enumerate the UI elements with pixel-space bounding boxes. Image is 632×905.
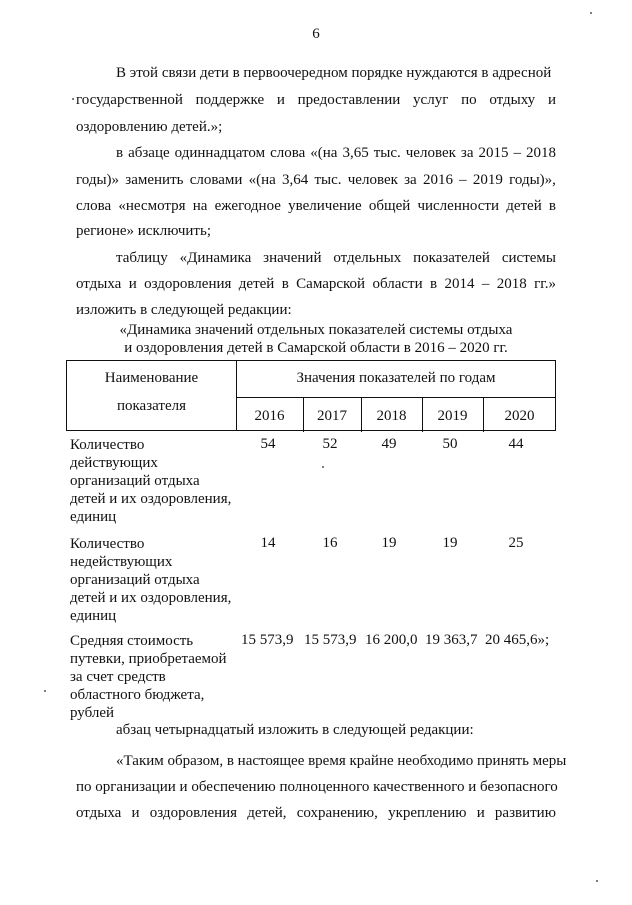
word: в [429, 276, 438, 292]
table-cell: 20 465,6»; [485, 632, 550, 648]
word: «(на [248, 172, 276, 188]
word: – [459, 172, 467, 188]
word: поддержке [195, 92, 265, 108]
word: тыс. [314, 172, 342, 188]
word: значений [263, 250, 322, 266]
word: заменить [125, 172, 184, 188]
header-year: 2019 [437, 408, 468, 424]
row-label: Количество действующих организаций отдыха детей и их оздоровления, единиц [70, 437, 232, 525]
word: человек [347, 172, 398, 188]
table-cell: 16 [322, 535, 338, 551]
header-name-line2: показателя [116, 398, 187, 414]
table-cell: 52 [322, 436, 338, 452]
word: Самарской [296, 276, 366, 292]
word: в [281, 276, 289, 292]
word: отдельных [333, 250, 402, 266]
word: «Динамика [179, 250, 252, 266]
word: и [547, 92, 556, 108]
p3-line1 [116, 249, 556, 267]
word: и [131, 805, 140, 821]
word: государственной [76, 92, 183, 108]
table-cell: 19 363,7 [425, 632, 478, 648]
word: в [116, 145, 124, 161]
p1-line3: оздоровлению детей.»; [76, 119, 223, 135]
word: сохранению, [296, 805, 378, 821]
word: словами [189, 172, 243, 188]
word: на [192, 198, 208, 214]
word: системы [501, 250, 556, 266]
row-label: Средняя стоимость путевки, приобретаемой за счет средств областного бюджета, рублей [70, 633, 227, 721]
word: одиннадцатом [174, 145, 266, 161]
row-label: Количество недействующих организаций отдыха детей и их оздоровления, единиц [70, 536, 232, 624]
word: увеличение [288, 198, 362, 214]
scan-speck [44, 690, 46, 692]
word: отдыха [76, 276, 122, 292]
scan-speck [72, 98, 74, 100]
word: слова [270, 145, 306, 161]
header-year: 2017 [317, 408, 347, 424]
word: в [548, 198, 556, 214]
p2-line1 [116, 144, 556, 162]
word: услуг [413, 92, 449, 108]
word: и [128, 276, 137, 292]
word: детей, [247, 805, 287, 821]
word: отдыха [76, 805, 122, 821]
table-cell: 54 [260, 436, 276, 452]
word: – [513, 145, 521, 161]
table-cell: 44 [508, 436, 524, 452]
word: 2019 [472, 172, 503, 188]
word: оздоровления [144, 276, 232, 292]
table-caption-line1: «Динамика значений отдельных показателей системы отдыха [119, 322, 513, 338]
word: 2018 [526, 145, 556, 161]
word: развитию [494, 805, 556, 821]
word: показателей [413, 250, 490, 266]
word: за [460, 145, 474, 161]
word: за [404, 172, 417, 188]
word: абзаце [128, 145, 170, 161]
word: 2015 [478, 145, 509, 161]
header-year: 2016 [254, 408, 285, 424]
word: тыс. [373, 145, 401, 161]
p5-line3 [76, 804, 556, 822]
word: укреплению [388, 805, 467, 821]
table-cell: 50 [442, 436, 458, 452]
table-header [66, 360, 556, 431]
word: предоставлении [297, 92, 401, 108]
p2-line2 [76, 171, 556, 189]
p3-line2 [76, 275, 556, 293]
header-name-line1: Наименование [104, 370, 199, 386]
scan-speck [596, 880, 598, 882]
table-cell: 15 573,9 [241, 632, 294, 648]
word: общей [368, 198, 411, 214]
word: «несмотря [118, 198, 186, 214]
page-number: 6 [312, 26, 320, 42]
p4-line: абзац четырнадцатый изложить в следующей редакции: [116, 722, 474, 738]
word: таблицу [116, 250, 168, 266]
p5-line1: «Таким образом, в настоящее время крайне необходимо принять меры [116, 753, 567, 769]
word: по [461, 92, 477, 108]
table-cell: 19 [381, 535, 397, 551]
p3-line3: изложить в следующей редакции: [76, 302, 292, 318]
word: годы)», [509, 172, 556, 188]
word: оздоровления [149, 805, 238, 821]
word: численности [417, 198, 499, 214]
word: «(на [310, 145, 338, 161]
word: 2018 [496, 276, 527, 292]
word: гг.» [534, 276, 556, 292]
word: 3,64 [282, 172, 309, 188]
word: отдыху [489, 92, 536, 108]
word: человек [405, 145, 456, 161]
word: и [476, 805, 485, 821]
word: области [372, 276, 423, 292]
table-cell: 49 [381, 436, 397, 452]
word: слова [76, 198, 112, 214]
word: и [276, 92, 285, 108]
word: 2014 [444, 276, 475, 292]
word: годы)» [76, 172, 120, 188]
p2-line3 [76, 197, 556, 215]
table-cell: 15 573,9 [304, 632, 357, 648]
table-caption-line2: и оздоровления детей в Самарской области в 2016 – 2020 гг. [124, 340, 508, 356]
word: – [481, 276, 490, 292]
header-year: 2018 [376, 408, 407, 424]
p1-line1: В этой связи дети в первоочередном порядке нуждаются в адресной [116, 65, 552, 81]
p2-line4: регионе» исключить; [76, 223, 211, 239]
scan-speck [322, 466, 324, 468]
table-cell: 16 200,0 [365, 632, 418, 648]
word: детей [506, 198, 542, 214]
scan-speck [590, 12, 592, 14]
table-cell: 19 [442, 535, 458, 551]
word: детей [238, 276, 275, 292]
row-divider [236, 397, 555, 398]
p5-line2: по организации и обеспечению полноценного качественного и безопасного [76, 779, 558, 795]
header-year: 2020 [504, 408, 535, 424]
header-values: Значения показателей по годам [296, 370, 496, 386]
word: 3,65 [342, 145, 369, 161]
table-cell: 14 [260, 535, 276, 551]
word: 2016 [422, 172, 453, 188]
word: ежегодное [214, 198, 281, 214]
p1-line2 [76, 91, 556, 109]
table-cell: 25 [508, 535, 524, 551]
